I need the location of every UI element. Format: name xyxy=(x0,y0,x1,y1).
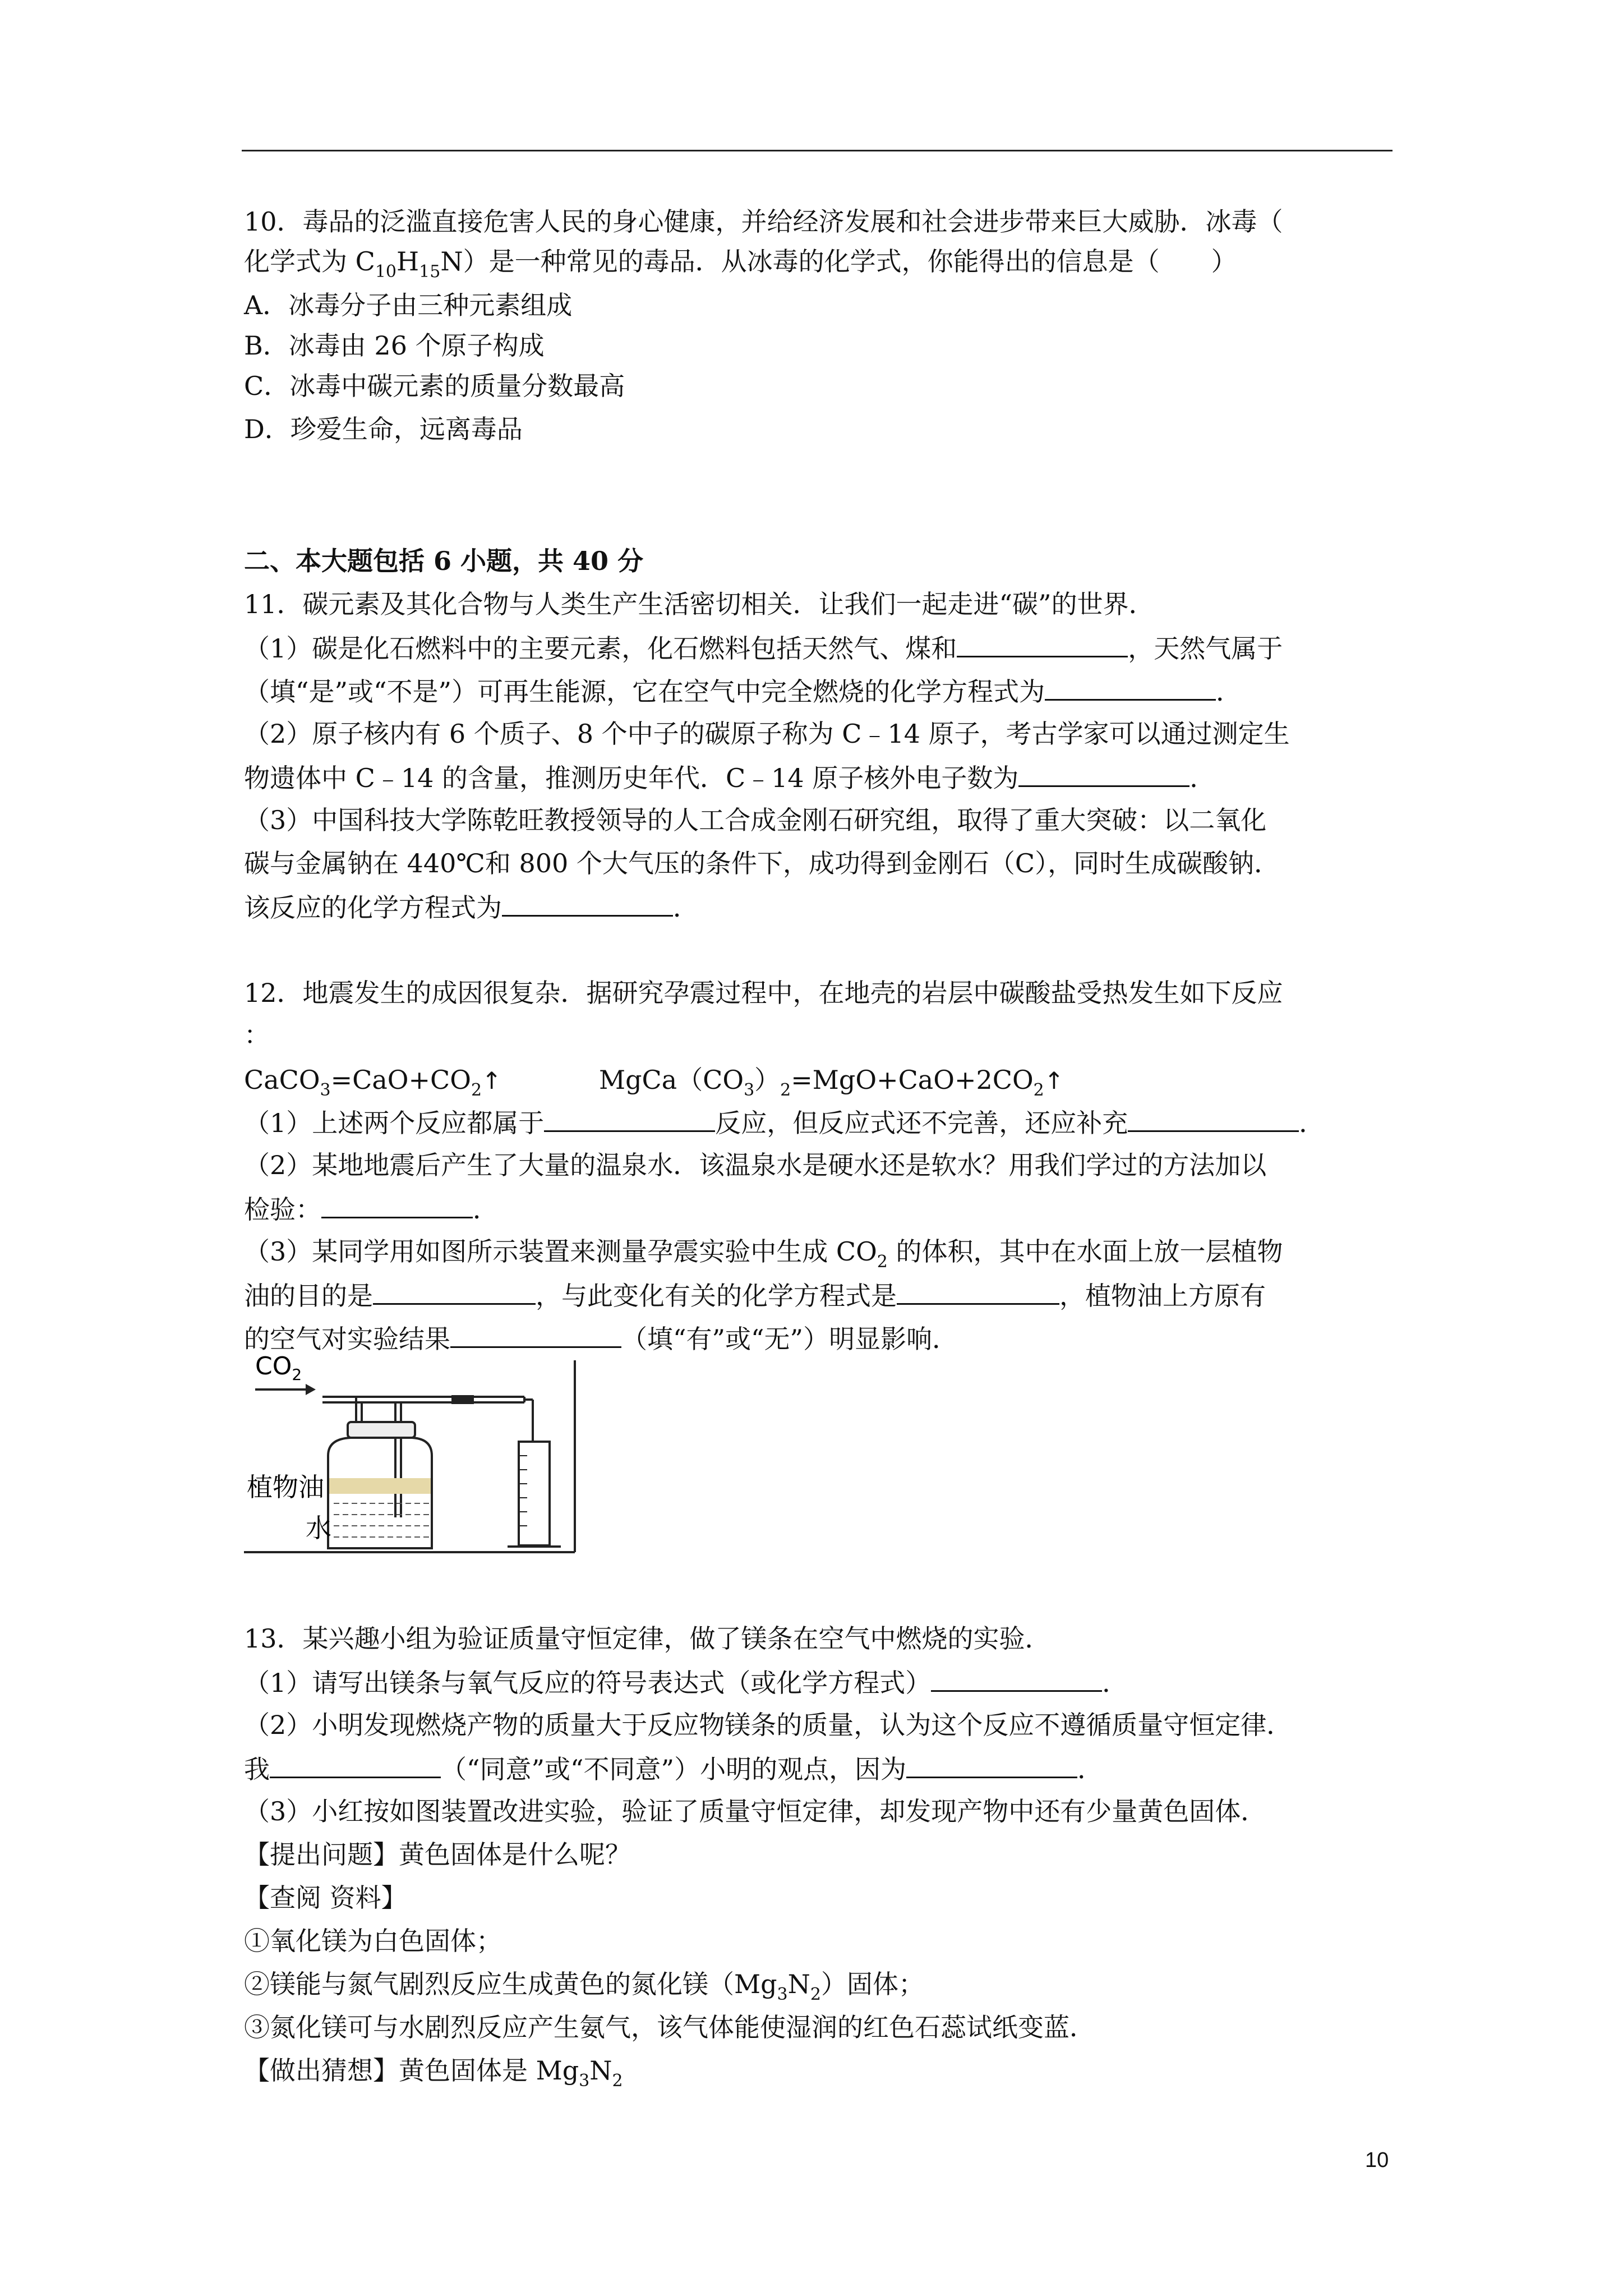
answer-blank[interactable] xyxy=(1018,764,1189,787)
q12-part3-line2: 油的目的是 ，与此变化有关的化学方程式是 ，植物油上方原有 xyxy=(244,1281,1266,1311)
q11-intro: 11．碳元素及其化合物与人类生产生活密切相关．让我们一起走进“碳”的世界． xyxy=(244,589,1155,619)
q11-part3-line1: （3）中国科技大学陈乾旺教授领导的人工合成金刚石研究组，取得了重大突破：以二氧化 xyxy=(244,805,1267,835)
q12-part3-line1: （3）某同学用如图所示装置来测量孕震实验中生成 $CO_2$ 的体积，其中在水面上放一层植物 xyxy=(244,1236,1283,1272)
q11-part3-line3: 该反应的化学方程式为 ． xyxy=(244,892,699,923)
q13-ref1: ①氧化镁为白色固体； xyxy=(244,1926,502,1956)
q13-part1: （1）请写出镁条与氧气反应的符号表达式（或化学方程式） ． xyxy=(244,1668,1128,1698)
apparatus-figure xyxy=(244,1349,580,1559)
figure-label-oil: 植物油 xyxy=(247,1472,324,1502)
q13-ask: 【提出问题】黄色固体是什么呢？ xyxy=(244,1839,631,1870)
q13-guess: 【做出猜想】黄色固体是 $Mg_3N_2$ xyxy=(244,2055,623,2091)
answer-blank[interactable] xyxy=(1128,1109,1299,1132)
q13-consult: 【查阅 资料】 xyxy=(244,1883,407,1913)
q10-stem-line1: 10．毒品的泛滥直接危害人民的身心健康，并给经济发展和社会进步带来巨大威胁．冰毒（ xyxy=(244,206,1283,237)
q13-part3: （3）小红按如图装置改进实验，验证了质量守恒定律，却发现产物中还有少量黄色固体． xyxy=(244,1796,1267,1826)
answer-blank[interactable] xyxy=(270,1755,441,1778)
q12-equation-2: $MgCa(CO_3)_2=MgO+CaO+2CO_2↑$ xyxy=(599,1065,1064,1100)
q11-part2-line2: 物遗体中 C﹣14 的含量，推测历史年代．C﹣14 原子核外电子数为 ． xyxy=(244,763,1216,793)
answer-blank[interactable] xyxy=(906,1755,1077,1778)
figure-label-co2: $CO_2$ xyxy=(255,1352,302,1384)
q13-ref3: ③氮化镁可与水剧烈反应产生氨气，该气体能使湿润的红色石蕊试纸变蓝． xyxy=(244,2012,1095,2042)
q12-intro-line1: 12．地震发生的成因很复杂．据研究孕震过程中，在地壳的岩层中碳酸盐受热发生如下反应 xyxy=(244,978,1283,1008)
oil-layer xyxy=(329,1478,431,1494)
q12-equation-1: $CaCO_3=CaO+CO_2↑$ xyxy=(244,1065,502,1100)
page-number: 10 xyxy=(1365,2148,1389,2172)
q13-intro: 13．某兴趣小组为验证质量守恒定律，做了镁条在空气中燃烧的实验． xyxy=(244,1623,1051,1654)
answer-blank[interactable] xyxy=(544,1109,715,1132)
q12-part3-line3: 的空气对实验结果 （填“有”或“无”）明显影响． xyxy=(244,1324,958,1354)
answer-blank[interactable] xyxy=(502,894,673,917)
answer-blank[interactable] xyxy=(450,1325,621,1348)
answer-blank[interactable] xyxy=(897,1282,1059,1305)
q12-part1: （1）上述两个反应都属于 反应，但反应式还不完善，还应补充 ． xyxy=(244,1108,1325,1138)
q10-stem-line2: 化学式为 $C_{10}H_{15}N$）是一种常见的毒品．从冰毒的化学式，你能得出的信息是（ ） xyxy=(244,246,1237,282)
header-rule xyxy=(242,150,1393,151)
answer-blank[interactable] xyxy=(1045,678,1216,701)
q12-intro-line2: ： xyxy=(244,1020,270,1050)
q10-option-a: A．冰毒分子由三种元素组成 xyxy=(244,290,573,320)
q11-part2-line1: （2）原子核内有 6 个质子、8 个中子的碳原子称为 C﹣14 原子，考古学家可以通过测定生 xyxy=(244,719,1290,749)
q10-option-c: C．冰毒中碳元素的质量分数最高 xyxy=(244,371,625,401)
q11-part3-line2: 碳与金属钠在 440℃和 800 个大气压的条件下，成功得到金刚石（C），同时生成碳酸钠． xyxy=(244,848,1280,878)
section-heading: 二、本大题包括 6 小题，共 40 分 xyxy=(244,546,644,576)
answer-blank[interactable] xyxy=(931,1669,1102,1692)
q11-part1-line2: （填“是”或“不是”）可再生能源，它在空气中完全燃烧的化学方程式为 ． xyxy=(244,677,1242,707)
q11-part1-line1: （1）碳是化石燃料中的主要元素，化石燃料包括天然气、煤和 ，天然气属于 xyxy=(244,633,1283,664)
q13-ref2: ②镁能与氮气剧烈反应生成黄色的氮化镁$(Mg_3N_2)$固体； xyxy=(244,1969,924,2004)
figure-label-water: 水 xyxy=(306,1513,331,1543)
answer-blank[interactable] xyxy=(373,1282,536,1305)
answer-blank[interactable] xyxy=(957,634,1128,657)
q12-part2-line1: （2）某地地震后产生了大量的温泉水．该温泉水是硬水还是软水？用我们学过的方法加以 xyxy=(244,1150,1267,1180)
q10-option-b: B．冰毒由 26 个原子构成 xyxy=(244,330,545,361)
q13-part2-line1: （2）小明发现燃烧产物的质量大于反应物镁条的质量，认为这个反应不遵循质量守恒定律． xyxy=(244,1710,1293,1740)
q12-part2-line2: 检验： ． xyxy=(244,1194,499,1225)
answer-blank[interactable] xyxy=(321,1195,473,1218)
q10-option-d: D．珍爱生命，远离毒品 xyxy=(244,414,523,444)
q13-part2-line2: 我 （“同意”或“不同意”）小明的观点，因为 ． xyxy=(244,1754,1104,1784)
